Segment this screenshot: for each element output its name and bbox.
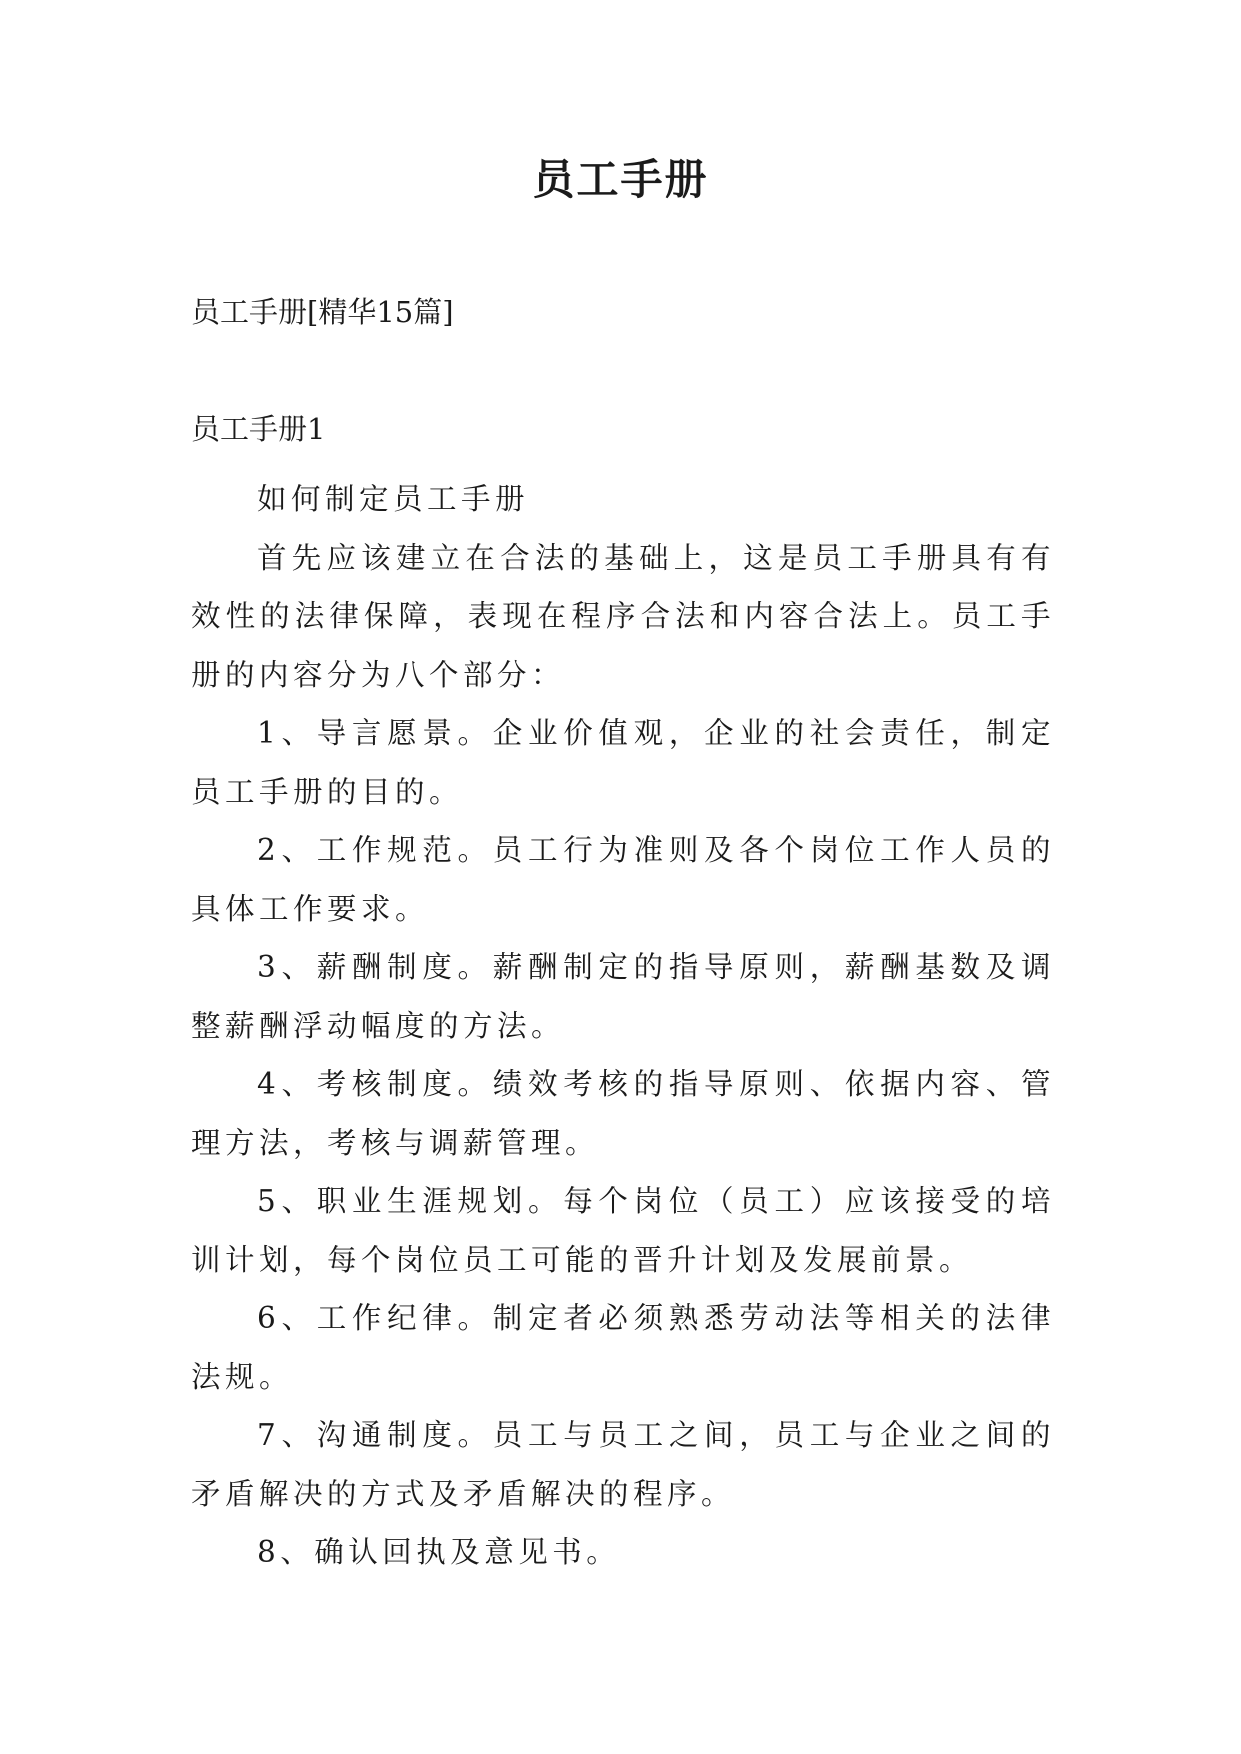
list-item-5: 5、职业生涯规划。每个岗位（员工）应该接受的培训计划，每个岗位员工可能的晋升计划及发展前景。 [191,1184,1055,1277]
list-item-8: 8、确认回执及意见书。 [257,1535,621,1569]
paragraph-intro: 首先应该建立在合法的基础上，这是员工手册具有有效性的法律保障，表现在程序合法和内容合法上。员工手册的内容分为八个部分： [191,540,1055,692]
document-subtitle: 员工手册[精华15篇] [191,295,454,329]
list-item-1: 1、导言愿景。企业价值观，企业的社会责任，制定员工手册的目的。 [191,716,1055,809]
list-item-4: 4、考核制度。绩效考核的指导原则、依据内容、管理方法，考核与调薪管理。 [191,1067,1055,1160]
section-heading: 员工手册1 [191,412,326,446]
list-item-3: 3、薪酬制度。薪酬制定的指导原则，薪酬基数及调整薪酬浮动幅度的方法。 [191,950,1055,1043]
list-item-7: 7、沟通制度。员工与员工之间，员工与企业之间的矛盾解决的方式及矛盾解决的程序。 [191,1418,1055,1511]
paragraph-intro-heading: 如何制定员工手册 [257,482,530,516]
list-item-6: 6、工作纪律。制定者必须熟悉劳动法等相关的法律法规。 [191,1301,1055,1394]
list-item-2: 2、工作规范。员工行为准则及各个岗位工作人员的具体工作要求。 [191,833,1055,926]
document-body [191,470,1055,1582]
page-title: 员工手册 [532,155,709,204]
